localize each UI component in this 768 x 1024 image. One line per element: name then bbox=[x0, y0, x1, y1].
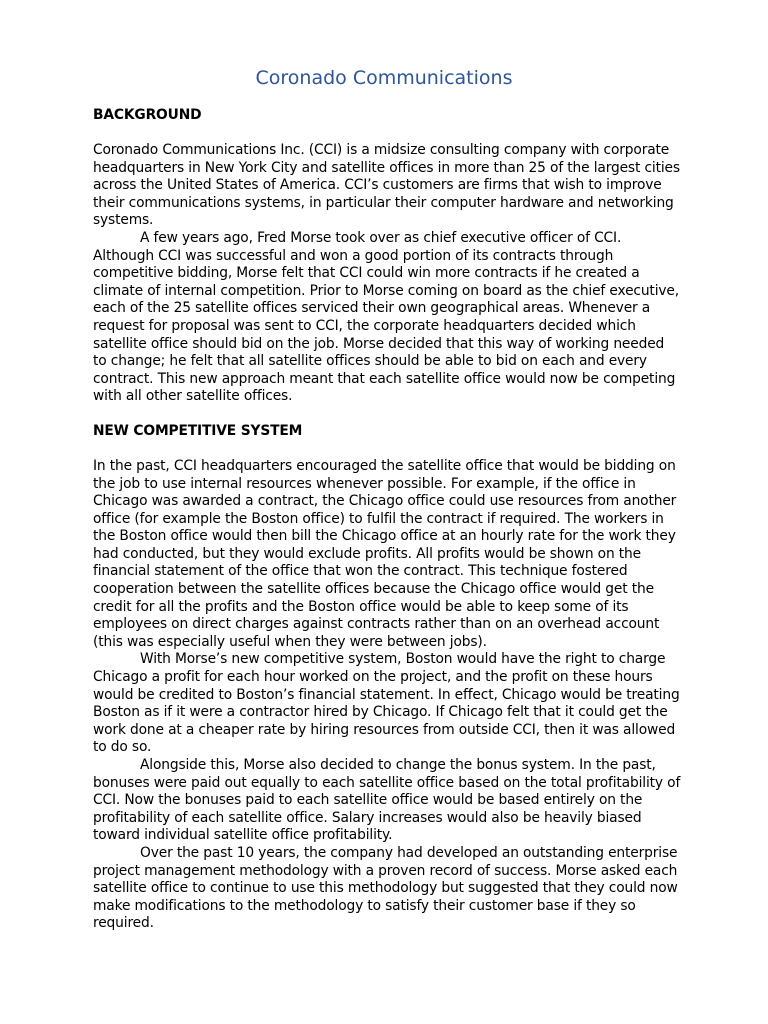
document-title: Coronado Communications bbox=[255, 67, 513, 89]
section-background bbox=[93, 107, 681, 406]
paragraph: With Morse’s new competitive system, Boston would have the right to charge Chicago a profit for each hour worked on the project, and the profit on these hours would be credited to Boston’s financial statement. In effect, Chicago would be treating Boston as if it were a contractor hired by Chicago. If Chicago felt that it could get the work done at a cheaper rate by hiring resources from outside CCI, then it was allowed to do so. bbox=[93, 651, 680, 756]
document-body bbox=[93, 107, 681, 933]
section-new-competitive-system bbox=[93, 423, 681, 933]
section-heading: BACKGROUND bbox=[93, 107, 202, 123]
paragraph: Over the past 10 years, the company had developed an outstanding enterprise project management methodology with a proven record of success. Morse asked each satellite office to continue to use this methodology but suggested that they could now make modifications to the methodology to satisfy their customer base if they so required. bbox=[93, 844, 678, 932]
paragraph: In the past, CCI headquarters encouraged the satellite office that would be bidding on the job to use internal resources whenever possible. For example, if the office in Chicago was awarded a contract, the Chicago office could use resources from another office (for example the Boston office) to fulfil the contract if required. The workers in the Boston office would then bill the Chicago office at an hourly rate for the work they had conducted, but they would exclude profits. All profits would be shown on the financial statement of the office that won the contract. This technique fostered cooperation between the satellite offices because the Chicago office would get the credit for all the profits and the Boston office would be able to keep some of its employees on direct charges against contracts rather than on an overhead account (this was especially useful when they were between jobs). bbox=[93, 457, 677, 650]
paragraph: Coronado Communications Inc. (CCI) is a midsize consulting company with corporate headquarters in New York City and satellite offices in more than 25 of the largest cities across the United States of America. CCI’s customers are firms that wish to improve their communications systems, in particular their computer hardware and networking systems. bbox=[93, 142, 680, 229]
paragraph: Alongside this, Morse also decided to change the bonus system. In the past, bonuses were paid out equally to each satellite office based on the total profitability of CCI. Now the bonuses paid to each satellite office would be based entirely on the profitability of each satellite office. Salary increases would also be heavily biased toward individual satellite office profitability. bbox=[93, 757, 681, 844]
section-heading: NEW COMPETITIVE SYSTEM bbox=[93, 422, 303, 439]
paragraph: A few years ago, Fred Morse took over as chief executive officer of CCI. Although CCI was successful and won a good portion of its contracts through competitive bidding, Morse felt that CCI could win more contracts if he created a climate of internal competition. Prior to Morse coming on board as the chief executive, each of the 25 satellite offices serviced their own geographical areas. Whenever a request for proposal was sent to CCI, the corporate headquarters decided which satellite office should bid on the job. Morse decided that this way of working needed to change; he felt that all satellite offices should be able to bid on each and every contract. This new approach meant that each satellite office would now be competing with all other satellite offices. bbox=[93, 229, 679, 405]
